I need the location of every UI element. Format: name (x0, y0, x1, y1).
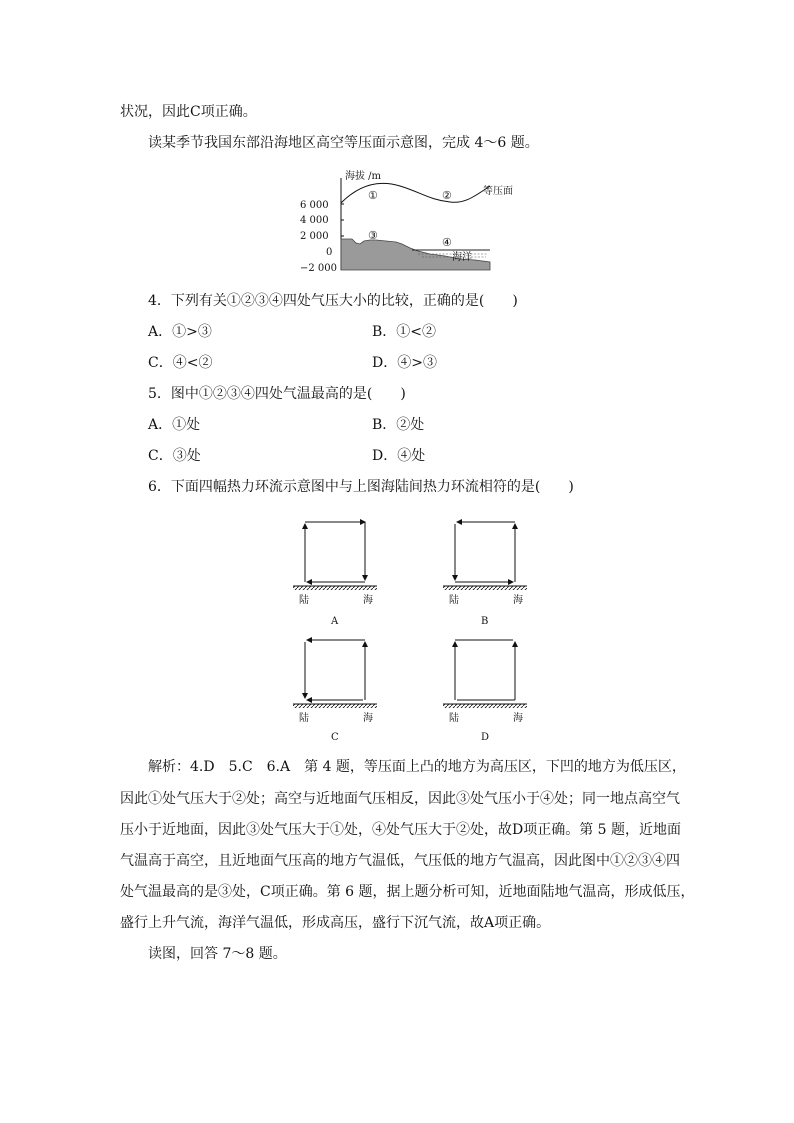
text-line: 读图，回答 7～8 题。 (148, 946, 287, 962)
isobar-line (341, 183, 490, 203)
caption-c: C (331, 732, 339, 743)
option-c: C．③处 (148, 448, 201, 464)
tick-label: 4 000 (300, 215, 329, 226)
question-4: 4．下列有关①②③④四处气压大小的比较，正确的是( ) (148, 293, 518, 309)
caption-a: A (331, 616, 339, 627)
diagram-a (293, 522, 377, 627)
tick-label: 2 000 (300, 231, 329, 242)
option-a: A．①>③ (148, 324, 212, 340)
circulation-diagrams (285, 512, 535, 742)
analysis-line: 因此①处气压大于②处；高空与近地面气压相反，因此③处气压小于④处；同一地点高空气 (120, 791, 680, 807)
point-label: ③ (368, 229, 378, 242)
caption-b: B (481, 616, 489, 627)
land-label: 陆 (449, 595, 459, 606)
tick-label: 0 (326, 247, 333, 258)
diagram-c (293, 640, 377, 743)
sea-label: 海 (363, 713, 373, 724)
option-d: D．④>③ (372, 355, 437, 371)
diagram-b (443, 522, 527, 627)
option-b: B．①<② (372, 324, 437, 340)
analysis-line: 处气温最高的是③处，C项正确。第 6 题，据上题分析可知，近地面陆地气温高，形成低压， (120, 884, 695, 900)
option-b: B．②处 (372, 417, 425, 433)
question-5: 5．图中①②③④四处气温最高的是( ) (148, 386, 406, 402)
point-label: ② (442, 189, 452, 202)
isobar-diagram (300, 166, 513, 276)
text-line: 状况，因此C项正确。 (120, 104, 257, 120)
analysis-line: 气温高于高空，且近地面气压高的地方气温低，气压低的地方气温高，因此图中①②③④四 (120, 853, 680, 869)
sea-label: 海 (363, 595, 373, 606)
analysis-line: 解析：4.D 5.C 6.A 第 4 题，等压面上凸的地方为高压区，下凹的地方为低压区， (148, 759, 686, 775)
land-label: 陆 (299, 595, 309, 606)
option-d: D．④处 (372, 448, 426, 464)
land-label: 陆 (299, 713, 309, 724)
point-label: ① (368, 189, 378, 202)
question-6: 6．下面四幅热力环流示意图中与上图海陆间热力环流相符的是( ) (148, 479, 574, 495)
land-label: 陆 (449, 713, 459, 724)
tick-label: 6 000 (300, 200, 329, 211)
point-label: ④ (442, 236, 452, 249)
analysis-line: 压小于近地面，因此③处气压大于①处，④处气压大于②处，故D项正确。第 5 题，近地面 (120, 822, 682, 838)
isobar-label: 等压面 (483, 186, 513, 197)
ocean-label: 海洋 (452, 252, 472, 263)
diagram-d (443, 640, 527, 743)
sea-label: 海 (513, 713, 523, 724)
option-c: C．④<② (148, 355, 213, 371)
sea-label: 海 (513, 595, 523, 606)
text-line: 读某季节我国东部沿海地区高空等压面示意图，完成 4～6 题。 (148, 135, 539, 151)
analysis-line: 盛行上升气流，海洋气温低，形成高压，盛行下沉气流，故A项正确。 (120, 915, 551, 931)
y-axis-label: 海拔 /m (345, 171, 382, 182)
tick-label: −2 000 (300, 263, 338, 274)
caption-d: D (481, 732, 490, 743)
option-a: A．①处 (148, 417, 201, 433)
